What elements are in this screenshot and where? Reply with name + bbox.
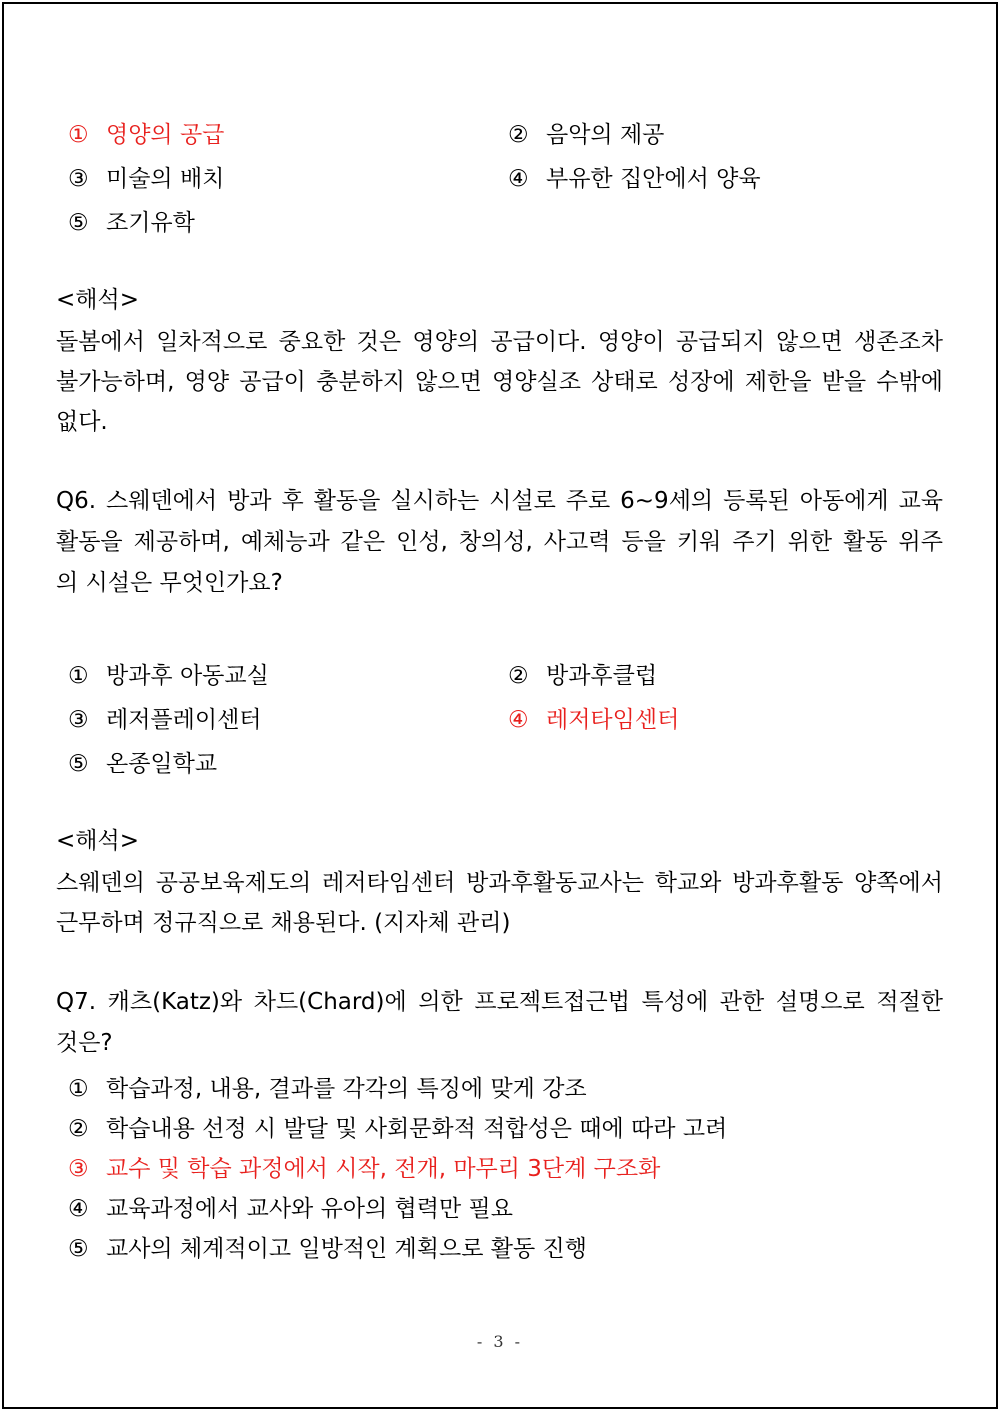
- q5-explanation-label: <해석>: [56, 287, 139, 313]
- q5-option-5: ⑤ 조기유학: [68, 210, 195, 236]
- q5-explanation-line-3: 없다.: [56, 409, 108, 435]
- q5-explanation-line-2: 불가능하며, 영양 공급이 충분하지 않으면 영양실조 상태로 성장에 제한을 받을 수밖에: [56, 369, 943, 395]
- q6-question-line-1: Q6. 스웨덴에서 방과 후 활동을 실시하는 시설로 주로 6~9세의 등록된 아동에게 교육: [56, 488, 943, 514]
- q6-explanation-label: <해석>: [56, 828, 139, 854]
- q6-option-4: ④ 레저타임센터: [508, 707, 680, 733]
- q7-option-3: ③ 교수 및 학습 과정에서 시작, 전개, 마무리 3단계 구조화: [68, 1156, 661, 1182]
- q7-option-1: ① 학습과정, 내용, 결과를 각각의 특징에 맞게 강조: [68, 1076, 587, 1102]
- page-number: - 3 -: [476, 1332, 524, 1351]
- q5-option-4: ④ 부유한 집안에서 양육: [508, 166, 761, 192]
- q6-question-line-2: 활동을 제공하며, 예체능과 같은 인성, 창의성, 사고력 등을 키워 주기 위한 활동 위주: [56, 529, 943, 555]
- q7-option-2: ② 학습내용 선정 시 발달 및 사회문화적 적합성은 때에 따라 고려: [68, 1116, 728, 1142]
- q7-question-line-1: Q7. 캐츠(Katz)와 차드(Chard)에 의한 프로젝트접근법 특성에 관한 설명으로 적절한: [56, 989, 943, 1015]
- q6-option-1: ① 방과후 아동교실: [68, 663, 269, 689]
- q5-option-3: ③ 미술의 배치: [68, 166, 225, 192]
- q6-question-line-3: 의 시설은 무엇인가요?: [56, 570, 283, 596]
- q7-question-line-2: 것은?: [56, 1030, 113, 1056]
- q6-explanation-line-2: 근무하며 정규직으로 채용된다. (지자체 관리): [56, 910, 511, 936]
- q6-explanation-line-1: 스웨덴의 공공보육제도의 레저타임센터 방과후활동교사는 학교와 방과후활동 양쪽에서: [56, 870, 943, 896]
- q5-option-1: ① 영양의 공급: [68, 122, 225, 148]
- q6-option-3: ③ 레저플레이센터: [68, 707, 262, 733]
- q7-option-4: ④ 교육과정에서 교사와 유아의 협력만 필요: [68, 1196, 513, 1222]
- q5-explanation-line-1: 돌봄에서 일차적으로 중요한 것은 영양의 공급이다. 영양이 공급되지 않으면 생존조차: [56, 329, 943, 355]
- q5-option-2: ② 음악의 제공: [508, 122, 665, 148]
- q6-option-2: ② 방과후클럽: [508, 663, 658, 689]
- q7-option-5: ⑤ 교사의 체계적이고 일방적인 계획으로 활동 진행: [68, 1236, 587, 1262]
- q6-option-5: ⑤ 온종일학교: [68, 751, 218, 777]
